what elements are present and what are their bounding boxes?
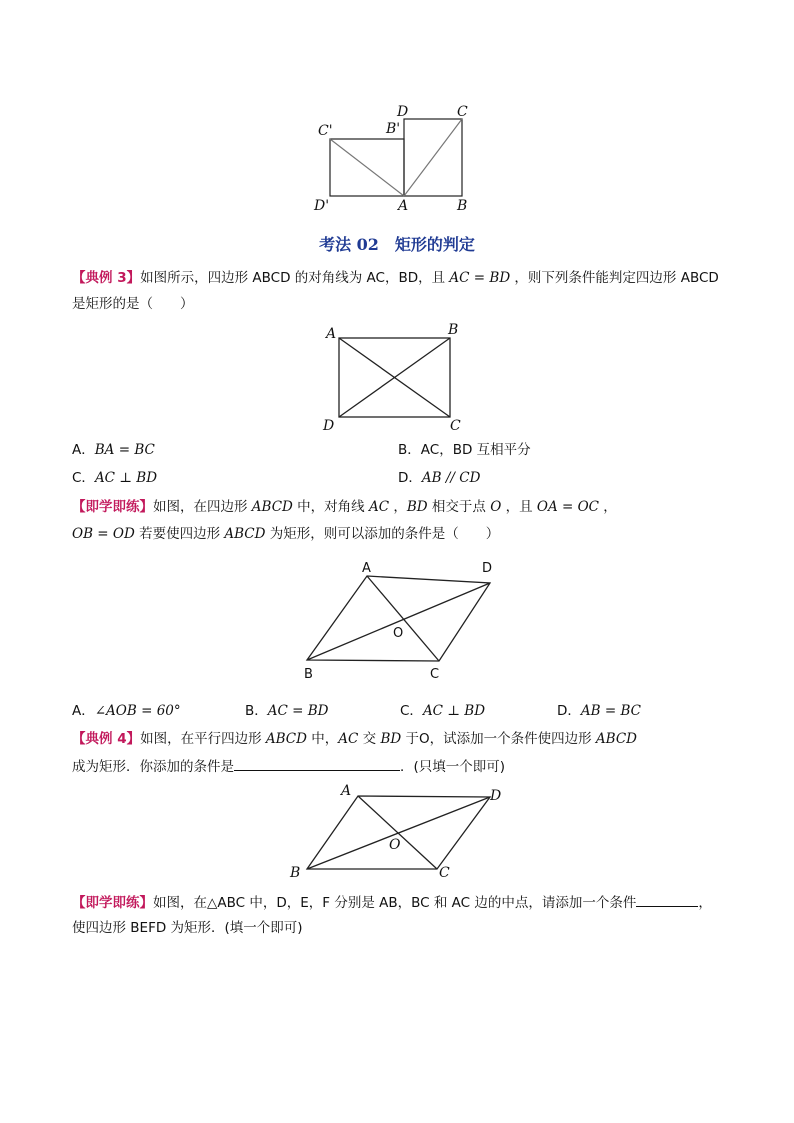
- practice3-option-d[interactable]: D．AB = BC: [557, 703, 641, 719]
- label-c: C: [457, 104, 468, 120]
- label-a: A: [362, 561, 371, 576]
- label-d: D: [490, 788, 502, 804]
- practice3-line2: OB = OD 若要使四边形 ABCD 为矩形，则可以添加的条件是（ ）: [72, 526, 500, 542]
- label-b: B: [448, 322, 459, 338]
- label-c: C: [439, 865, 450, 881]
- label-c: C: [430, 667, 440, 682]
- label-o: O: [393, 626, 404, 641]
- practice4-line1: 【即学即练】如图，在△ABC 中，D，E，F 分别是 AB，BC 和 AC 边的中点，请添加一个条件 ，: [72, 892, 712, 913]
- practice4-tag: 【即学即练】: [72, 895, 153, 911]
- example3-line2: 是矩形的是（ ）: [72, 296, 194, 312]
- figure-example4-parallelogram: [284, 782, 514, 882]
- label-d: D: [482, 561, 493, 576]
- label-a: A: [341, 783, 352, 799]
- diagonal-bd: [307, 797, 490, 869]
- example4-tag: 【典例 4】: [72, 731, 141, 747]
- label-b-prime: B': [386, 121, 401, 137]
- figure-practice3-quadrilateral: [296, 556, 506, 686]
- example4-answer-blank[interactable]: [234, 756, 400, 771]
- diagonal-ac-prime: [330, 139, 404, 196]
- example4-line1: 【典例 4】如图，在平行四边形 ABCD 中，AC 交 BD 于O，试添加一个条件使四边形 ABCD: [72, 731, 637, 747]
- label-o: O: [389, 837, 401, 853]
- practice3-line1: 【即学即练】如图，在四边形 ABCD 中，对角线 AC ，BD 相交于点 O ，且 OA = OC ，: [72, 499, 617, 515]
- practice4-answer-blank[interactable]: [636, 892, 698, 907]
- label-b: B: [457, 198, 468, 214]
- example3-option-d[interactable]: D．AB // CD: [398, 470, 481, 486]
- label-d: D: [323, 418, 335, 434]
- example3-option-c[interactable]: C．AC ⊥ BD: [72, 470, 158, 486]
- figure-example3-rectangle: [318, 318, 470, 434]
- diagonal-ac: [404, 119, 462, 196]
- label-c: C: [450, 418, 461, 434]
- label-b: B: [304, 667, 313, 682]
- diagonal-ac: [358, 796, 437, 869]
- example4-line2: 成为矩形．你添加的条件是 ．(只填一个即可): [72, 756, 505, 777]
- practice3-option-c[interactable]: C．AC ⊥ BD: [400, 703, 486, 719]
- practice3-option-b[interactable]: B．AC = BD: [245, 703, 329, 719]
- example3-option-b[interactable]: B．AC，BD 互相平分: [398, 442, 531, 458]
- label-d-prime: D': [314, 198, 330, 214]
- label-d: D: [397, 104, 409, 120]
- label-a: A: [398, 198, 409, 214]
- figure-fold-rectangle: [300, 100, 500, 215]
- practice3-option-a[interactable]: A．∠AOB = 60°: [72, 703, 181, 719]
- section-title: 考法 02 矩形的判定: [319, 235, 475, 254]
- label-a: A: [326, 326, 337, 342]
- example3-tag: 【典例 3】: [72, 270, 141, 286]
- practice4-line2: 使四边形 BEFD 为矩形．(填一个即可): [72, 920, 303, 936]
- label-b: B: [290, 865, 301, 881]
- example3-line1: 【典例 3】如图所示，四边形 ABCD 的对角线为 AC，BD，且 AC = BD ，则下列条件能判定四边形 ABCD: [72, 270, 719, 286]
- practice3-tag: 【即学即练】: [72, 499, 153, 515]
- label-c-prime: C': [318, 123, 333, 139]
- diagonal-ac: [367, 576, 439, 661]
- example3-option-a[interactable]: A．BA = BC: [72, 442, 155, 458]
